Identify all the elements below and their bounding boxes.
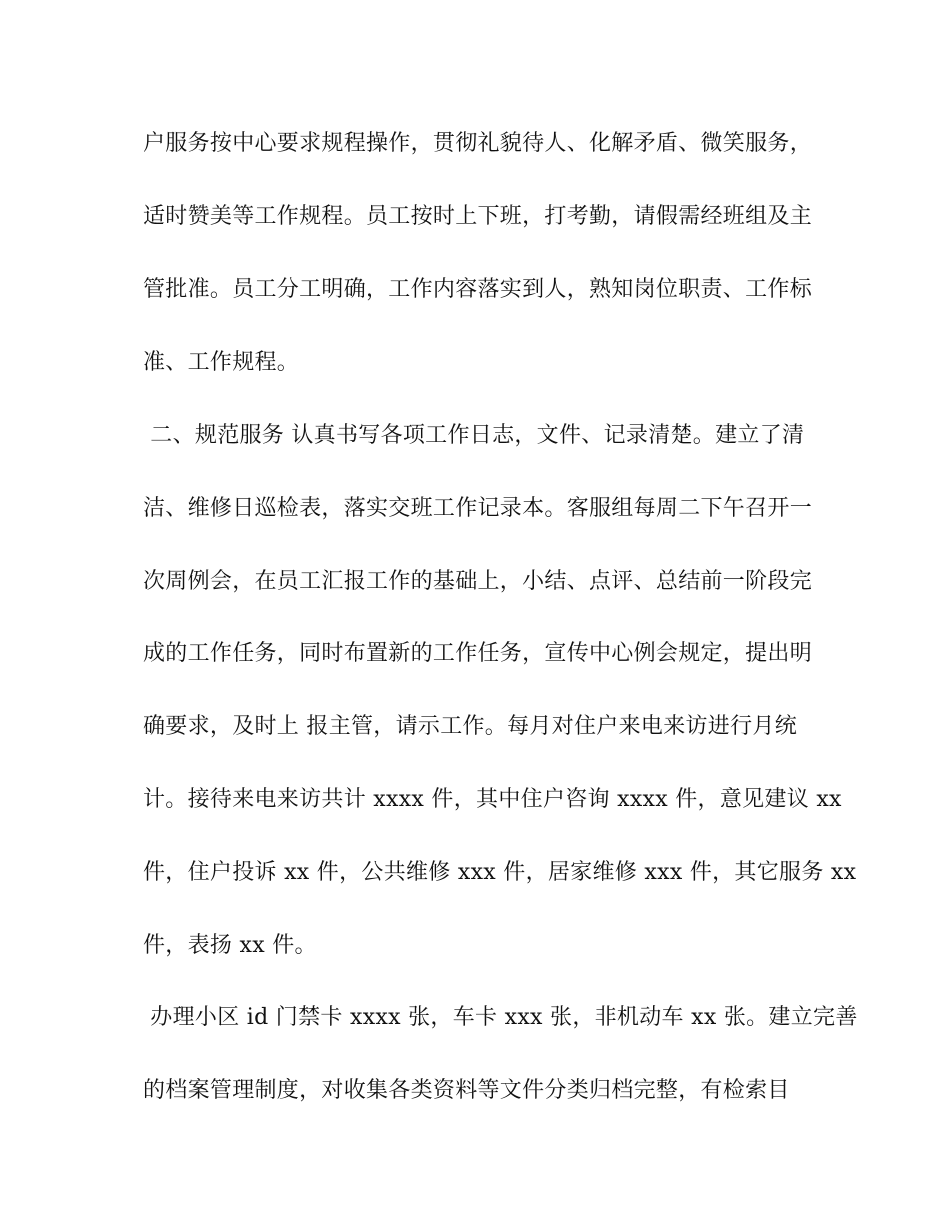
text-line: 的档案管理制度，对收集各类资料等文件分类归档完整，有检索目 (143, 1078, 790, 1103)
text-line: 户服务按中心要求规程操作，贯彻礼貌待人、化解矛盾、微笑服务， (143, 131, 813, 156)
text-line: 计。接待来电来访共计 xxxx 件，其中住户咨询 xxxx 件，意见建议 xx (143, 787, 842, 812)
text-line: 件，表扬 xx 件。 (143, 933, 317, 958)
text-line: 洁、维修日巡检表，落实交班工作记录本。客服组每周二下午召开一 (143, 496, 813, 521)
text-line: 件，住户投诉 xx 件，公共维修 xxx 件，居家维修 xxx 件，其它服务 xx (143, 860, 857, 885)
text-line: 次周例会，在员工汇报工作的基础上，小结、点评、总结前一阶段完 (143, 569, 813, 594)
text-line: 办理小区 id 门禁卡 xxxx 张，车卡 xxx 张，非机动车 xx 张。建立完善 (143, 1005, 858, 1030)
text-line: 准、工作规程。 (143, 350, 300, 375)
text-line: 确要求，及时上 报主管，请示工作。每月对住户来电来访进行月统 (143, 714, 797, 739)
text-line: 管批准。员工分工明确，工作内容落实到人，熟知岗位职责、工作标 (143, 277, 813, 302)
text-line: 成的工作任务，同时布置新的工作任务，宣传中心例会规定，提出明 (143, 641, 813, 666)
text-line: 适时赞美等工作规程。员工按时上下班，打考勤，请假需经班组及主 (143, 204, 813, 229)
section-heading-line: 二、规范服务 认真书写各项工作日志，文件、记录清楚。建立了清 (143, 423, 805, 448)
